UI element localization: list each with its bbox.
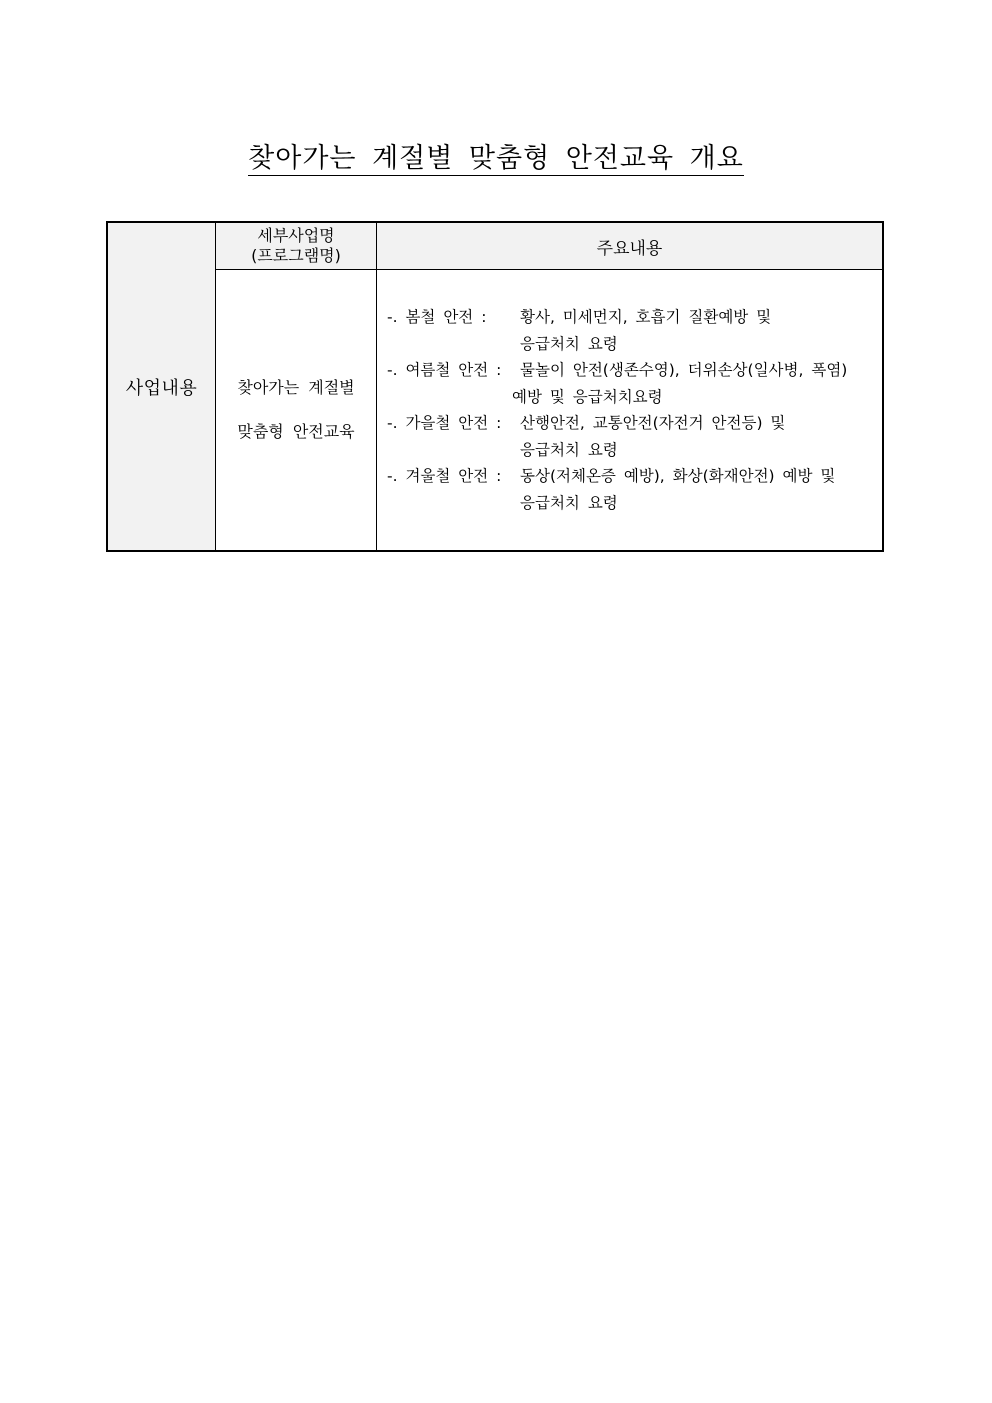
content-header: 주요내용 bbox=[596, 238, 663, 259]
season-label: -. 가을철 안전 : bbox=[387, 414, 502, 432]
season-item-autumn bbox=[387, 410, 882, 463]
season-detail: 동상(저체온증 예방), 화상(화재안전) 예방 및 bbox=[520, 467, 836, 485]
season-detail: 황사, 미세먼지, 호흡기 질환예방 및 bbox=[520, 308, 772, 326]
content-header-cell bbox=[377, 222, 884, 270]
overview-table bbox=[106, 221, 884, 552]
section-label-cell bbox=[107, 222, 216, 551]
season-label: -. 여름철 안전 : bbox=[387, 361, 502, 379]
season-item-spring bbox=[387, 304, 882, 357]
section-label: 사업내용 bbox=[125, 377, 198, 399]
program-header-line1: 세부사업명 bbox=[257, 226, 335, 245]
program-name-line1: 찾아가는 계절별 bbox=[237, 378, 355, 397]
program-name-cell bbox=[216, 270, 377, 552]
table-body-row bbox=[107, 270, 883, 552]
table-header-row bbox=[107, 222, 883, 270]
season-item-winter bbox=[387, 463, 882, 516]
program-header-line2: (프로그램명) bbox=[251, 246, 341, 265]
season-list bbox=[387, 304, 882, 516]
season-label: -. 봄철 안전 : bbox=[387, 308, 487, 326]
program-name-line2: 맞춤형 안전교육 bbox=[237, 422, 355, 441]
content-cell bbox=[377, 270, 884, 552]
program-header-cell bbox=[216, 222, 377, 270]
season-label: -. 겨울철 안전 : bbox=[387, 467, 502, 485]
season-item-summer bbox=[387, 357, 882, 410]
document-title bbox=[0, 142, 992, 176]
season-continuation: 예방 및 응급처치요령 bbox=[512, 387, 663, 406]
season-continuation: 응급처치 요령 bbox=[520, 493, 618, 512]
season-continuation: 응급처치 요령 bbox=[520, 440, 618, 459]
season-detail: 물놀이 안전(생존수영), 더위손상(일사병, 폭염) bbox=[520, 361, 848, 379]
season-detail: 산행안전, 교통안전(자전거 안전등) 및 bbox=[520, 414, 786, 432]
document-title-text: 찾아가는 계절별 맞춤형 안전교육 개요 bbox=[248, 143, 744, 174]
season-continuation: 응급처치 요령 bbox=[520, 334, 618, 353]
